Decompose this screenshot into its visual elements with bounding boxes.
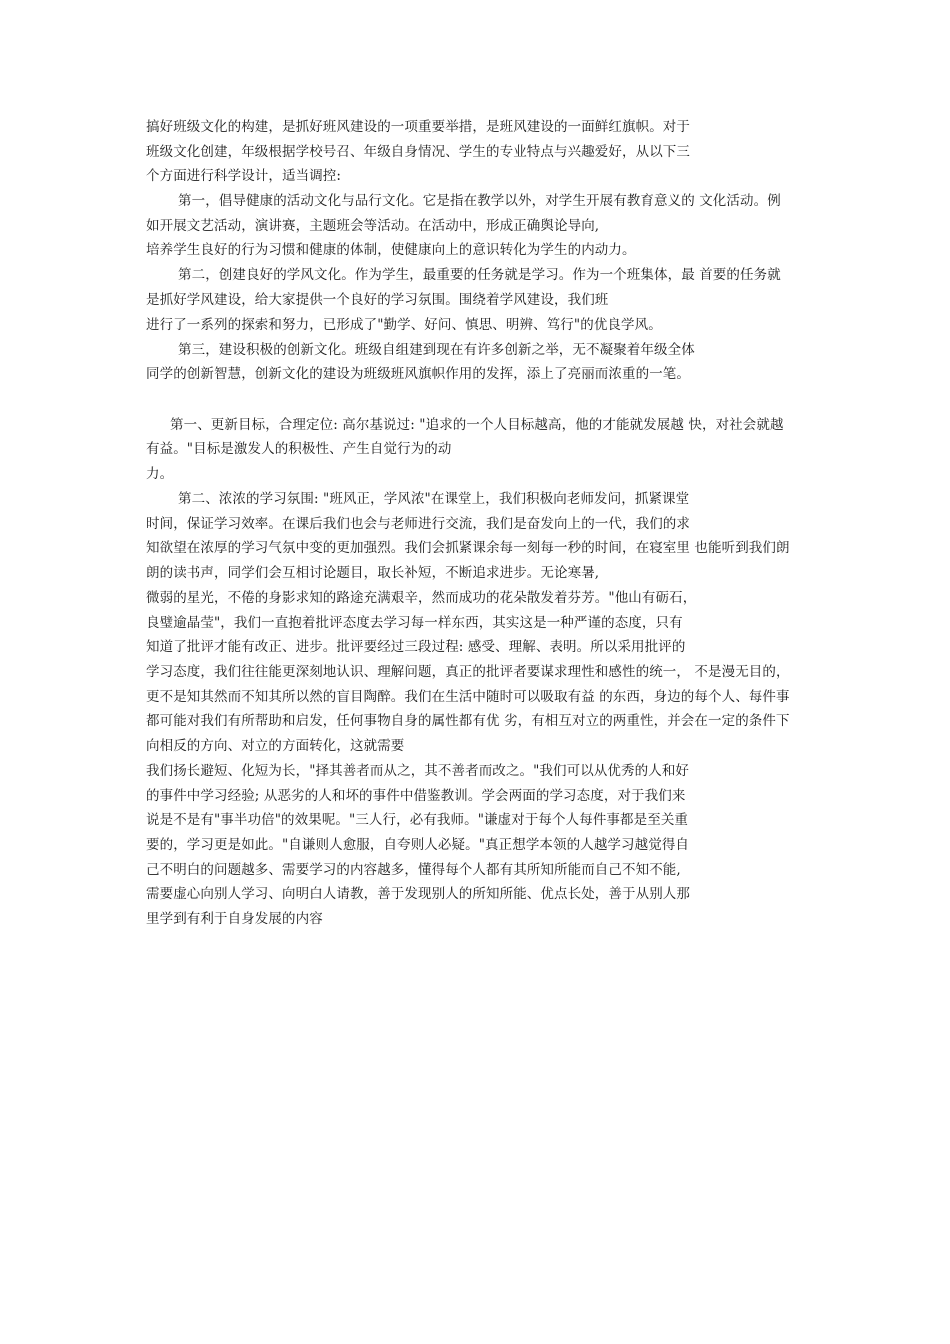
text-line: 第一、更新目标，合理定位: 高尔基说过: "追求的一个人目标越高，他的才能就发展越 快，对社会就越 bbox=[170, 417, 784, 433]
text-line: 说是不是有"事半功倍"的效果呢。"三人行，必有我师。"谦虚对于每个人每件事都是至关重 bbox=[146, 812, 689, 828]
text-line: 里学到有利于自身发展的内容 bbox=[146, 911, 323, 927]
text-line: 良璧逾晶莹"，我们一直抱着批评态度去学习每一样东西，其实这是一种严谨的态度，只有 bbox=[146, 615, 683, 631]
text-line: 进行了一系列的探索和努力，已形成了"勤学、好问、慎思、明辨、笃行"的优良学风。 bbox=[146, 317, 662, 333]
text-line: 第三，建设积极的创新文化。班级自组建到现在有许多创新之举，无不凝聚着年级全体 bbox=[178, 342, 695, 358]
text-line: 知道了批评才能有改正、进步。批评要经过三段过程: 感受、理解、表明。所以采用批评的 bbox=[146, 639, 686, 655]
text-line: 培养学生良好的行为习惯和健康的体制，使健康向上的意识转化为学生的内动力。 bbox=[146, 242, 636, 258]
text-line: 要的，学习更是如此。"自谦则人愈服，自夸则人必疑。"真正想学本领的人越学习越觉得自 bbox=[146, 837, 690, 853]
text-line: 微弱的星光，不倦的身影求知的路途充满艰辛，然而成功的花朵散发着芬芳。"他山有砺石， bbox=[146, 590, 697, 606]
text-line: 是抓好学风建设，给大家提供一个良好的学习氛围。围绕着学风建设，我们班 bbox=[146, 292, 609, 308]
text-line: 更不是知其然而不知其所以然的盲目陶醉。我们在生活中随时可以吸取有益 的东西，身边的每个人、每件事 bbox=[146, 689, 790, 705]
text-line: 第二，创建良好的学风文化。作为学生，最重要的任务就是学习。作为一个班集体，最 首要的任务就 bbox=[178, 267, 781, 283]
text-line: 有益。"目标是激发人的积极性、产生自觉行为的动 bbox=[146, 441, 452, 457]
text-line: 己不明白的问题越多、需要学习的内容越多，懂得每个人都有其所知所能而自己不知不能, bbox=[146, 862, 681, 878]
text-line: 个方面进行科学设计，适当调控: bbox=[146, 168, 342, 184]
text-line: 同学的创新智慧，创新文化的建设为班级班风旗帜作用的发挥，添上了亮丽而浓重的一笔。 bbox=[146, 366, 690, 382]
text-line: 力。 bbox=[146, 466, 174, 482]
text-line: 第一，倡导健康的活动文化与品行文化。它是指在教学以外，对学生开展有教育意义的 文化活动。例 bbox=[178, 193, 781, 209]
text-line: 向相反的方向、对立的方面转化，这就需要 bbox=[146, 738, 405, 754]
text-line: 班级文化创建，年级根据学校号召、年级自身情况、学生的专业特点与兴趣爱好，从以下三 bbox=[146, 144, 690, 160]
text-line: 时间，保证学习效率。在课后我们也会与老师进行交流，我们是奋发向上的一代，我们的求 bbox=[146, 516, 690, 532]
text-line: 我们扬长避短、化短为长，"择其善者而从之，其不善者而改之。"我们可以从优秀的人和好 bbox=[146, 763, 690, 779]
text-line: 朗的读书声，同学们会互相讨论题目，取长补短，不断追求进步。无论寒暑, bbox=[146, 565, 600, 581]
text-line: 都可能对我们有所帮助和启发，任何事物自身的属性都有优 劣，有相互对立的两重性，并会在一定的条件下 bbox=[146, 713, 790, 729]
text-line: 知欲望在浓厚的学习气氛中变的更加强烈。我们会抓紧课余每一刻每一秒的时间，在寝室里 也能听到我们朗 bbox=[146, 540, 790, 556]
text-line: 第二、浓浓的学习氛围: "班风正，学风浓"在课堂上，我们积极向老师发问，抓紧课堂 bbox=[178, 491, 690, 507]
text-line: 如开展文艺活动，演讲赛，主题班会等活动。在活动中，形成正确舆论导向, bbox=[146, 218, 600, 234]
text-line: 学习态度，我们往往能更深刻地认识、理解问题，真正的批评者要谋求理性和感性的统一， 不是漫无目的， bbox=[146, 664, 790, 680]
text-line: 的事件中学习经验; 从恶劣的人和坏的事件中借鉴教训。学会两面的学习态度，对于我们来 bbox=[146, 788, 686, 804]
text-line: 需要虚心向别人学习、向明白人请教，善于发现别人的所知所能、优点长处，善于从别人那 bbox=[146, 886, 690, 902]
text-line: 搞好班级文化的构建，是抓好班风建设的一项重要举措，是班风建设的一面鲜红旗帜。对于 bbox=[146, 119, 690, 135]
